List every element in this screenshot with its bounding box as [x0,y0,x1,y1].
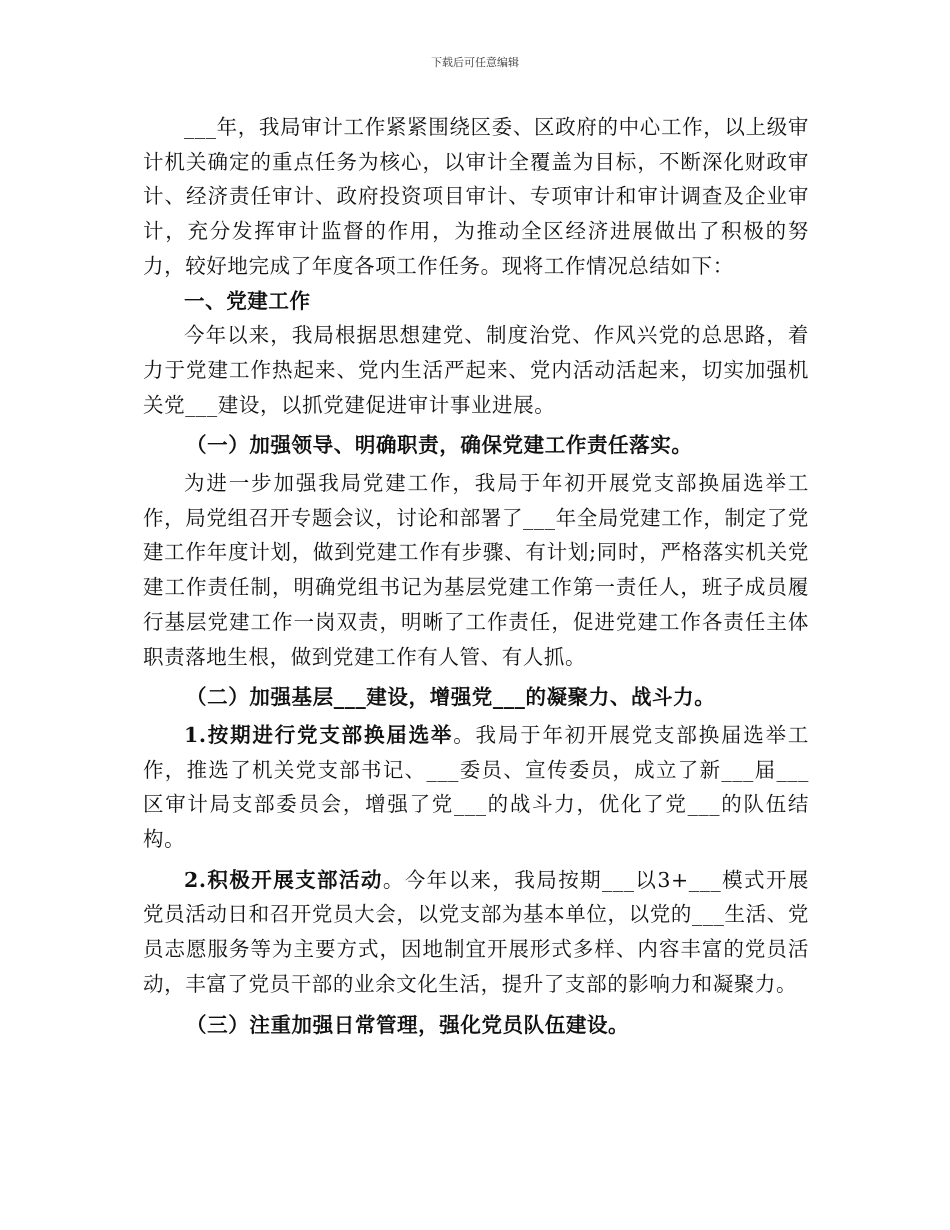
item-paragraph-2 [143,863,809,1002]
document-body [143,110,809,1045]
item-lead-1: 1.按期进行党支部换届选举 [184,722,454,747]
item-paragraph-1 [143,718,809,857]
subsection-heading-1: （一）加强领导、明确职责，确保党建工作责任落实。 [186,433,693,458]
item-text-1: 。我局于年初开展党支部换届选举工作，推选了机关党支部书记、___委员、宣传委员，成立了新___届___区审计局支部委员会，增强了党___的战斗力，优化了党___的队伍结构。 [143,722,809,852]
item-lead-2: 2.积极开展支部活动 [184,867,383,892]
item-text-2: 。今年以来，我局按期___以3+___模式开展党员活动日和召开党员大会，以党支部为基本单位，以党的___生活、党员志愿服务等为主要方式，因地制宜开展形式多样、内容丰富的党员活动，丰富了党员干部的业余文化生活，提升了支部的影响力和凝聚力。 [143,867,809,996]
subsection-heading-2: （二）加强基层___建设，增强党___的凝聚力、战斗力。 [186,685,716,710]
intro-paragraph: ___年，我局审计工作紧紧围绕区委、区政府的中心工作，以上级审计机关确定的重点任务为核心，以审计全覆盖为目标，不断深化财政审计、经济责任审计、政府投资项目审计、专项审计和审计调查及企业审计，充分发挥审计监督的作用，为推动全区经济进展做出了积极的努力，较好地完成了年度各项工作任务。现将工作情况总结如下： [143,115,809,278]
subsection-heading-3: （三）注重加强日常管理，强化党员队伍建设。 [186,1012,630,1037]
page-header: 下载后可任意编辑 [431,56,519,69]
subsection-paragraph: 为进一步加强我局党建工作，我局于年初开展党支部换届选举工作，局党组召开专题会议，讨论和部署了___年全局党建工作，制定了党建工作年度计划，做到党建工作有步骤、有计划;同时，严格落实机关党建工作责任制，明确党组书记为基层党建工作第一责任人，班子成员履行基层党建工作一岗双责，明晰了工作责任，促进党建工作各责任主体职责落地生根，做到党建工作有人管、有人抓。 [143,471,809,669]
section-heading-party-building: 一、党建工作 [184,288,311,313]
section-paragraph: 今年以来，我局根据思想建党、制度治党、作风兴党的总思路，着力于党建工作热起来、党内生活严起来、党内活动活起来，切实加强机关党___建设，以抓党建促进审计事业进展。 [143,323,809,417]
